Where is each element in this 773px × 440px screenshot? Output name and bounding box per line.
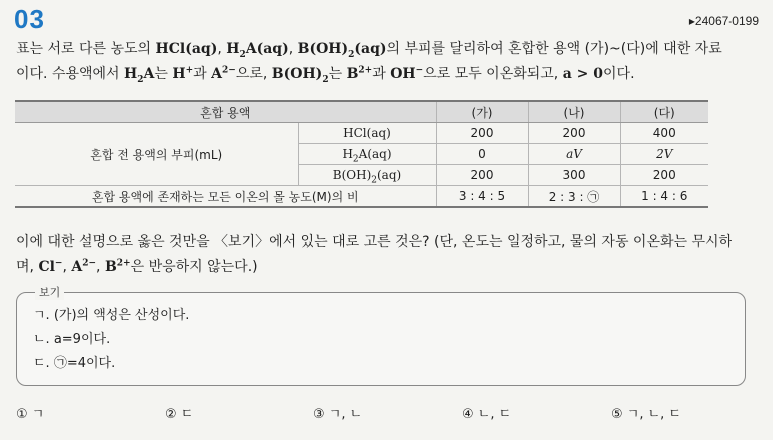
header-da: (다) <box>620 101 708 123</box>
table-row <box>15 123 708 144</box>
stem-text: 이다. 수용액에서 <box>16 66 125 82</box>
stem-text: 의 부피를 달리하여 혼합한 용액 (가)~(다)에 대한 자료 <box>386 41 722 57</box>
stem-text: 과 <box>372 66 391 82</box>
bogi-title: 보기 <box>35 284 64 300</box>
stem-line-2 <box>16 62 766 87</box>
choice-4[interactable]: ④ ㄴ, ㄷ <box>462 407 512 422</box>
question-code: ▸24067-0199 <box>688 14 759 28</box>
ion-oh: OH− <box>390 65 424 82</box>
volume-label: 혼합 전 용액의 부피(mL) <box>15 123 298 186</box>
condition-a: a > 0 <box>562 66 604 82</box>
stem-text: 이다. <box>603 66 635 82</box>
prompt-line-1: 이에 대한 설명으로 옳은 것만을 〈보기〉에서 있는 대로 고른 것은? (단, 온도는 일정하고, 물의 자동 이온화는 무시하 <box>16 234 733 250</box>
choice-1[interactable]: ① ㄱ <box>16 407 45 422</box>
formula-hcl: HCl(aq) <box>155 41 218 57</box>
table-cell: 200 <box>436 165 528 186</box>
separator: , <box>288 41 298 57</box>
table-cell: 200 <box>620 165 708 186</box>
formula-boh2: $B(OH)_2$ <box>271 66 329 85</box>
data-table <box>15 100 708 208</box>
table-cell: 2 : 3 : ㉠ <box>528 186 620 208</box>
choice-5[interactable]: ⑤ ㄱ, ㄴ, ㄷ <box>611 407 681 422</box>
stem-line-1 <box>16 37 766 62</box>
table-cell: 0 <box>436 144 528 165</box>
header-na: (나) <box>528 101 620 123</box>
separator: , <box>217 41 227 57</box>
stem-text: 으로 모두 이온화되고, <box>423 66 563 82</box>
ion-cl: Cl− <box>38 258 63 275</box>
table-cell: 200 <box>436 123 528 144</box>
formula-h2a: $H_2A$ <box>124 66 155 85</box>
bogi-item-3: ㄷ. ㉠=4이다. <box>33 356 116 371</box>
table-row <box>15 186 708 208</box>
ion-a2: $A^{2-}$ <box>211 65 236 82</box>
row-name-boh2: $B(OH)_2(aq)$ <box>298 165 436 186</box>
choice-3[interactable]: ③ ㄱ, ㄴ <box>313 407 363 422</box>
table-header-row <box>15 101 708 123</box>
header-mixed-solution: 혼합 용액 <box>15 101 436 123</box>
question-stem <box>16 37 766 87</box>
ion-b2: $B^{2+}$ <box>104 258 131 275</box>
row-name-h2a: $H_2A(aq)$ <box>298 144 436 165</box>
row-name-hcl: HCl(aq) <box>298 123 436 144</box>
formula-boh2: $B(OH)_2(aq)$ <box>297 41 387 60</box>
bogi-item-2: ㄴ. a=9이다. <box>33 332 111 347</box>
stem-text: 과 <box>193 66 212 82</box>
ratio-label: 혼합 용액에 존재하는 모든 이온의 몰 농도(M)의 비 <box>15 186 436 208</box>
ion-h: H+ <box>172 65 194 82</box>
ion-b2: $B^{2+}$ <box>346 65 373 82</box>
choice-2[interactable]: ② ㄷ <box>165 407 194 422</box>
stem-text: 는 <box>328 66 347 82</box>
formula-h2a: $H_2A(aq)$ <box>226 41 289 60</box>
ion-a2: $A^{2-}$ <box>71 258 97 275</box>
stem-text: 는 <box>154 66 173 82</box>
table-cell: 300 <box>528 165 620 186</box>
table-cell: 400 <box>620 123 708 144</box>
question-number: 03 <box>14 4 45 34</box>
prompt-line-2: 며, Cl−, $A^{2-}$, $B^{2+}$은 반응하지 않는다.) <box>16 258 258 275</box>
table-cell: 1 : 4 : 6 <box>620 186 708 208</box>
table-cell: aV <box>528 144 620 165</box>
table-cell: 2V <box>620 144 708 165</box>
question-prompt <box>16 230 766 280</box>
stem-text: 표는 서로 다른 농도의 <box>16 41 156 57</box>
table-cell: 3 : 4 : 5 <box>436 186 528 208</box>
header-ga: (가) <box>436 101 528 123</box>
bogi-box <box>16 286 746 386</box>
stem-text: 으로, <box>235 66 272 82</box>
bogi-item-1: ㄱ. (가)의 액성은 산성이다. <box>33 308 190 323</box>
table-cell: 200 <box>528 123 620 144</box>
